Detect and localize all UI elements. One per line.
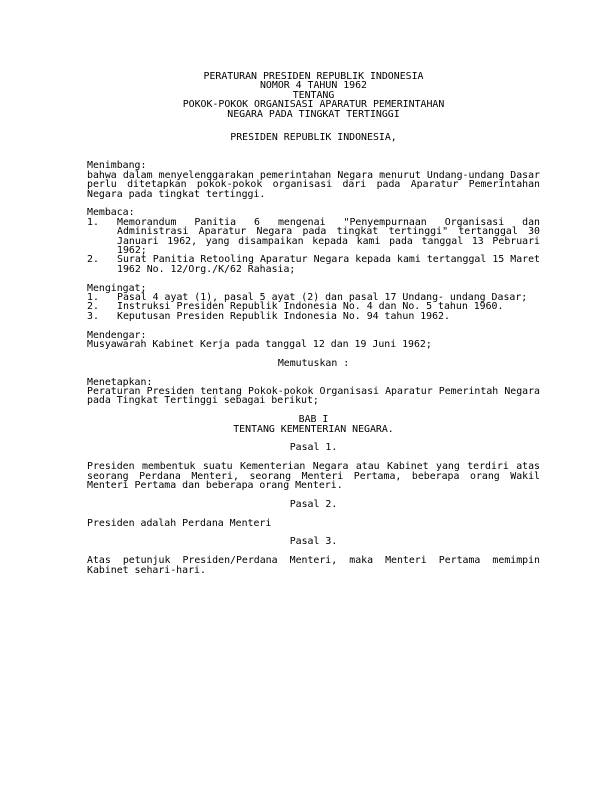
pasal-2-heading: Pasal 2. xyxy=(289,498,338,510)
item-text: Instruksi Presiden Republik Indonesia No. 4 dan No. 5 tahun 1960. xyxy=(117,301,504,313)
mengingat-item xyxy=(87,312,540,321)
document-page xyxy=(87,72,540,575)
bab-number: BAB I xyxy=(298,414,329,426)
menetapkan-label: Menetapkan: xyxy=(87,376,153,388)
pasal-1-heading: Pasal 1. xyxy=(289,442,338,454)
menimbang-text: bahwa dalam menyelenggarakan pemerintahan Negara menurut Undang-undang Dasar perlu ditetapkan pokok-pokok organisasi dari pada Aparatur Pemerintahan Negara pada tingkat tertinggi. xyxy=(87,169,540,200)
title-line-2: NOMOR 4 TAHUN 1962 xyxy=(259,80,367,92)
mengingat-label: Mengingat; xyxy=(87,282,147,294)
mendengar-label: Mendengar: xyxy=(87,329,147,341)
title-line-1: PERATURAN PRESIDEN REPUBLIK INDONESIA xyxy=(203,71,424,82)
mendengar-text: Musyawarah Kabinet Kerja pada tanggal 12 dan 19 Juni 1962; xyxy=(87,338,432,350)
item-text: Memorandum Panitia 6 mengenai "Penyempurnaan Organisasi dan Administrasi Aparatur Negara pada tingkat tertinggi" tertanggal 30 Januari 1962, yang disampaikan kepada kami pada tanggal 13 Pebruari 1962; xyxy=(117,216,540,256)
membaca-item xyxy=(87,218,540,256)
title-line-3: TENTANG xyxy=(292,89,335,101)
item-text: Surat Panitia Retooling Aparatur Negara kepada kami tertanggal 15 Maret 1962 No. 12/Org./K/62 Rahasia; xyxy=(117,254,540,275)
item-text: Pasal 4 ayat (1), pasal 5 ayat (2) dan pasal 17 Undang- undang Dasar; xyxy=(117,291,528,303)
pasal-3-text: Atas petunjuk Presiden/Perdana Menteri, maka Menteri Pertama memimpin Kabinet sehari-hari. xyxy=(87,555,540,576)
item-number: 2. xyxy=(87,254,99,266)
title-line-4: POKOK-POKOK ORGANISASI APARATUR PEMERINTAHAN xyxy=(182,99,445,111)
issuer: PRESIDEN REPUBLIK INDONESIA, xyxy=(230,132,397,144)
item-number: 2. xyxy=(87,301,99,313)
item-number: 1. xyxy=(87,216,99,228)
menimbang-label: Menimbang: xyxy=(87,160,147,172)
pasal-2-text: Presiden adalah Perdana Menteri xyxy=(87,517,272,529)
menetapkan-text: Peraturan Presiden tentang Pokok-pokok Organisasi Aparatur Pemerintah Negara pada Tingkat Tertinggi sebagai berikut; xyxy=(87,385,540,407)
title-line-5: NEGARA PADA TINGKAT TERTINGGI xyxy=(227,108,400,120)
item-number: 3. xyxy=(87,310,99,322)
pasal-3-heading: Pasal 3. xyxy=(289,536,338,548)
memutuskan-heading: Memutuskan : xyxy=(277,357,350,369)
membaca-item xyxy=(87,255,540,274)
pasal-1-text: Presiden membentuk suatu Kementerian Negara atau Kabinet yang terdiri atas seorang Perdana Menteri, seorang Menteri Pertama, beberapa orang Wakil Menteri Pertama dan beberapa orang Menteri. xyxy=(87,461,540,491)
item-text: Keputusan Presiden Republik Indonesia No. 94 tahun 1962. xyxy=(117,310,450,322)
item-number: 1. xyxy=(87,291,99,303)
membaca-label: Membaca: xyxy=(87,207,135,219)
bab-title: TENTANG KEMENTERIAN NEGARA. xyxy=(233,423,394,435)
